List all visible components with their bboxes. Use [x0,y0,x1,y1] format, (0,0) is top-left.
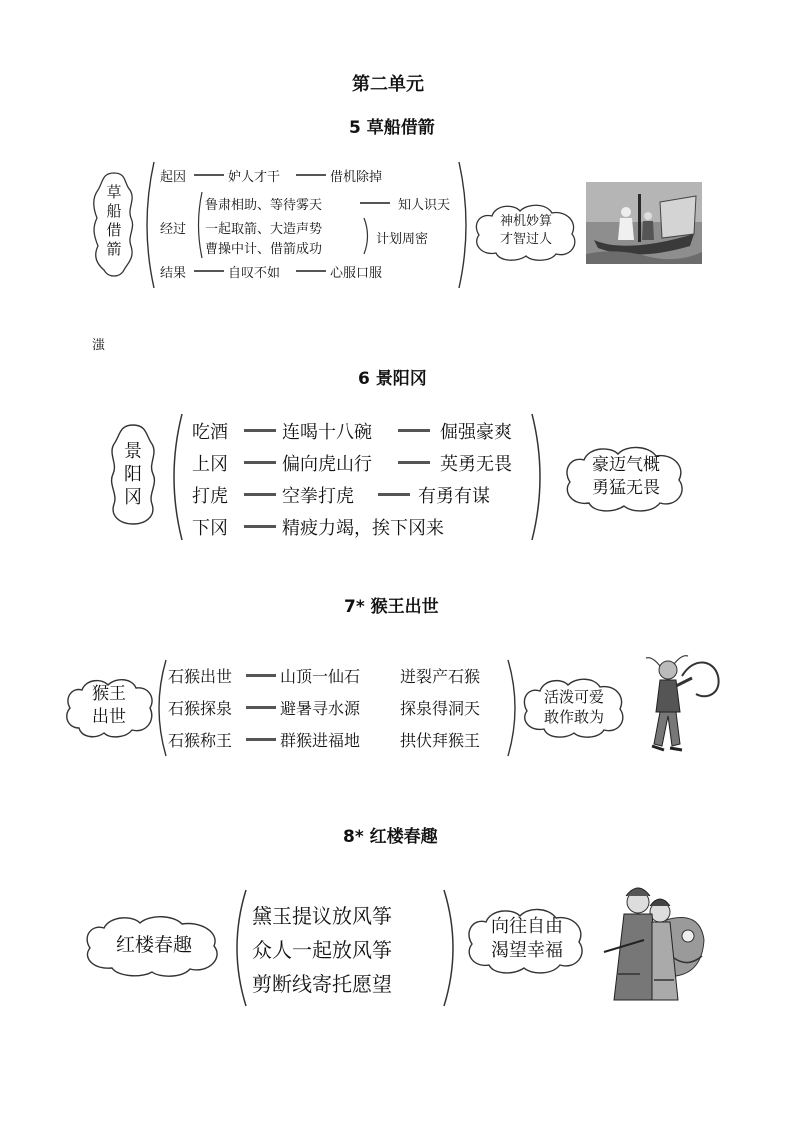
dash [194,174,224,176]
unit-title: 第二单元 [352,74,424,95]
lesson-8-brace-left [226,888,250,1008]
lesson-7-row-3-result: 拱伏拜猴王 [400,731,481,750]
dash [244,429,276,432]
lesson-7-summary-2: 敢作敢为 [543,708,604,726]
lesson-8-summary-1: 向往自由 [491,916,563,937]
lesson-7-topic-line-2: 出世 [92,707,126,727]
lesson-6-row-3-detail: 空拳打虎 [282,486,354,507]
lesson-6-row-4-action: 下冈 [192,518,228,539]
lesson-7-brace-left [150,658,170,758]
lesson-5-summary-2: 才智过人 [499,232,552,247]
lesson-5-result-label: 结果 [160,266,187,281]
lesson-6-row-1-detail: 连喝十八碗 [282,422,372,443]
dash [244,493,276,496]
dash [246,706,276,709]
lesson-6-row-3-action: 打虎 [192,486,228,507]
lesson-6-row-1-trait: 倔强豪爽 [440,422,512,443]
lesson-5-result-b: 心服口服 [330,266,383,281]
lesson-5-cause-label: 起因 [160,170,187,185]
red-mansion-kite-illustration [604,880,710,1006]
dash [244,461,276,464]
lesson-5-topic: 草船借箭 [106,183,122,258]
lesson-8-brace-right [440,888,464,1008]
dash [378,493,410,496]
lesson-6-summary-1: 豪迈气概 [592,455,660,475]
lesson-6-row-2-trait: 英勇无畏 [440,454,512,475]
dash [360,202,390,204]
dash [246,674,276,677]
lesson-7-summary-1: 活泼可爱 [543,688,604,706]
lesson-5-process-a-result: 知人识天 [398,198,451,213]
straw-boat-illustration [586,182,702,264]
lesson-8-summary-2: 渴望幸福 [491,940,563,961]
lesson-6-heading: 6 景阳冈 [358,369,427,389]
lesson-5-process-b-result: 计划周密 [376,232,429,247]
lesson-7-brace-right [504,658,524,758]
lesson-5-process-b2: 曹操中计、借箭成功 [205,242,323,257]
stray-character: 滍 [92,338,106,353]
lesson-7-row-2-result: 探泉得洞天 [400,699,481,718]
dash [296,174,326,176]
lesson-5-brace-left [138,160,158,290]
lesson-8-row-2: 众人一起放风筝 [252,938,392,962]
lesson-5-process-a: 鲁肃相助、等待雾天 [205,198,323,213]
lesson-7-row-3-detail: 群猴进福地 [280,731,361,750]
lesson-5-cause-a: 妒人才干 [228,170,281,185]
lesson-7-row-2-event: 石猴探泉 [168,699,233,718]
dash [244,525,276,528]
lesson-6-topic: 景阳冈 [124,441,142,508]
lesson-5-inner-brace [194,190,204,260]
lesson-5-inner-brace-right [362,216,372,256]
lesson-6-row-4-detail: 精疲力竭，挨下冈来 [282,518,444,539]
lesson-7-row-1-result: 迸裂产石猴 [400,667,481,686]
dash [194,270,224,272]
lesson-6-row-2-action: 上冈 [192,454,228,475]
lesson-5-heading: 5 草船借箭 [349,118,435,138]
dash [246,738,276,741]
dash [296,270,326,272]
lesson-6-row-2-detail: 偏向虎山行 [282,454,372,475]
lesson-7-heading: 7* 猴王出世 [344,597,439,617]
lesson-6-row-3-trait: 有勇有谋 [418,486,490,507]
lesson-5-summary-1: 神机妙算 [499,214,552,229]
lesson-8-row-3: 剪断线寄托愿望 [252,972,392,996]
dash [398,461,430,464]
monkey-king-illustration [642,654,722,754]
lesson-7-row-3-event: 石猴称王 [168,731,233,750]
lesson-5-result-a: 自叹不如 [228,266,281,281]
dash [398,429,430,432]
lesson-8-topic: 红楼春趣 [115,934,192,956]
lesson-8-heading: 8* 红楼春趣 [343,827,438,847]
lesson-5-cause-b: 借机除掉 [330,170,383,185]
lesson-6-brace-right [528,412,550,542]
lesson-6-brace-left [164,412,186,542]
lesson-6-summary-2: 勇猛无畏 [592,478,660,498]
lesson-5-process-b1: 一起取箭、大造声势 [205,222,323,237]
lesson-5-brace-right [455,160,475,290]
lesson-7-row-1-detail: 山顶一仙石 [280,667,361,686]
lesson-5-process-label: 经过 [160,222,187,237]
lesson-7-row-1-event: 石猴出世 [168,667,233,686]
lesson-8-row-1: 黛玉提议放风筝 [252,904,392,928]
lesson-7-row-2-detail: 避暑寻水源 [280,699,361,718]
lesson-7-topic-line-1: 猴王 [92,684,126,704]
lesson-6-row-1-action: 吃酒 [192,422,228,443]
